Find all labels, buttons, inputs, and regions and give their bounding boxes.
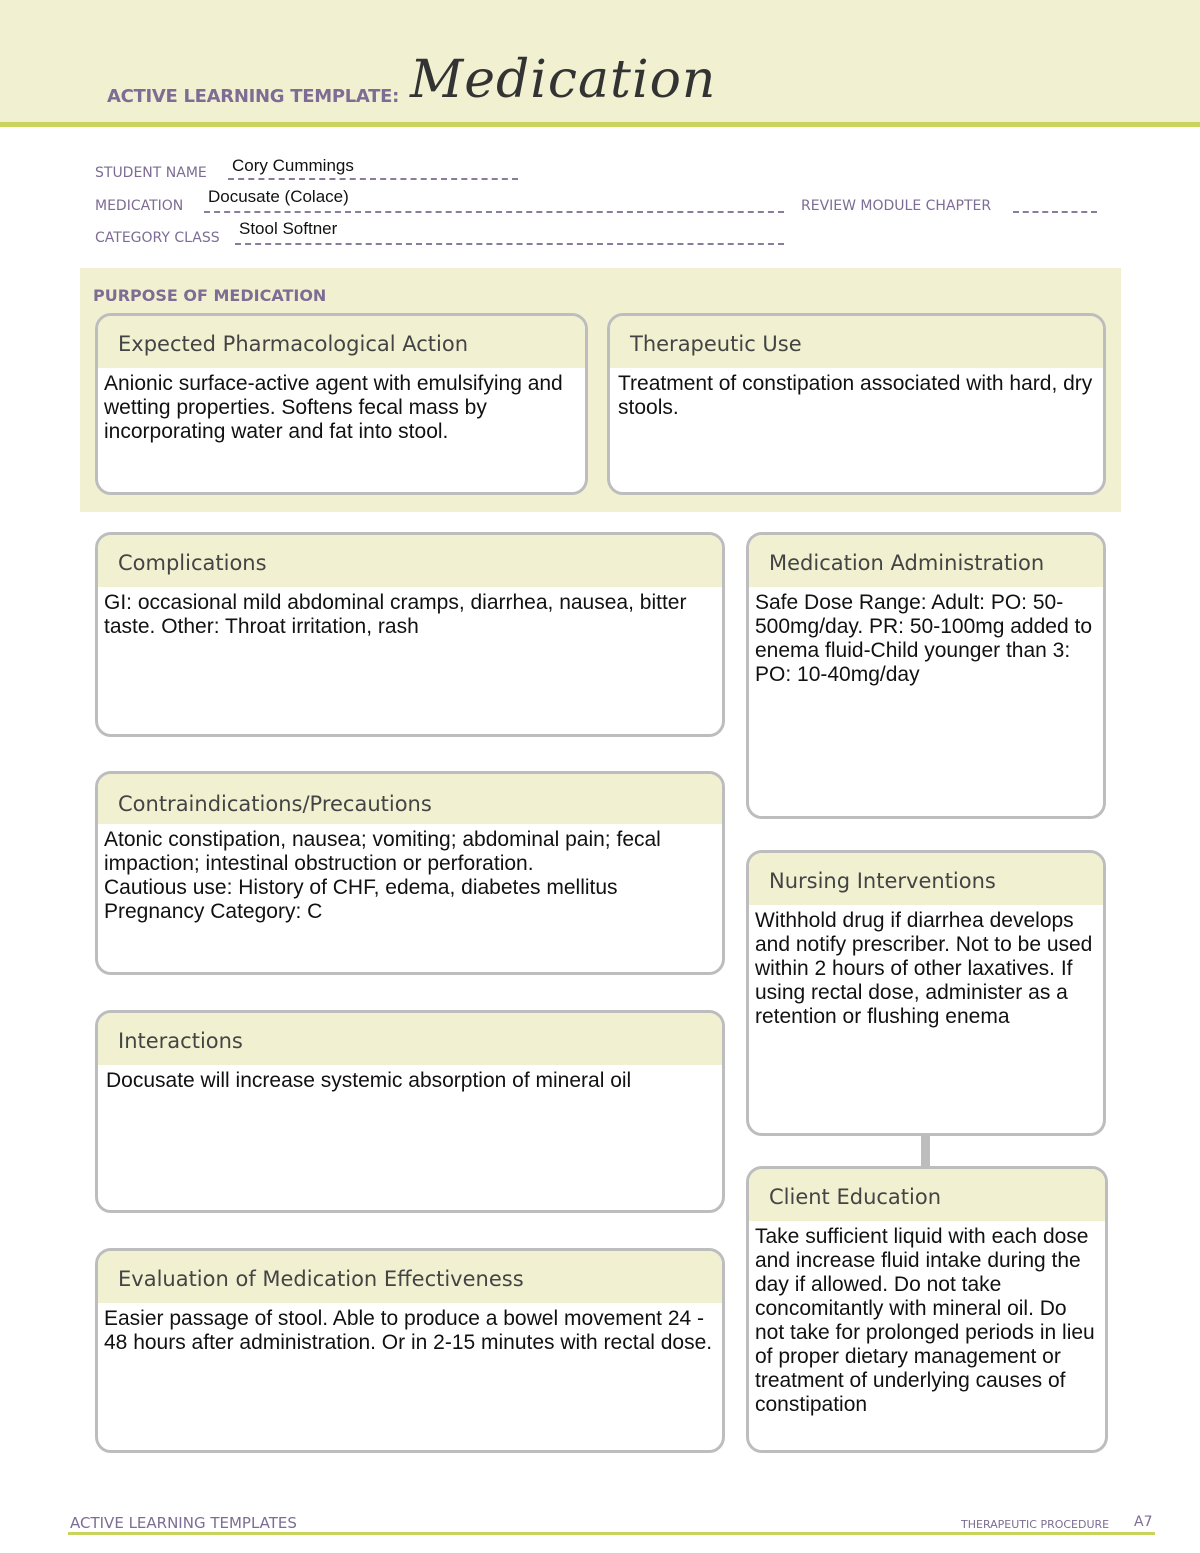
review-module-field[interactable] [1013, 211, 1097, 213]
header-rule [0, 122, 1200, 127]
evaluation-box [95, 1248, 725, 1453]
nursing-interventions-box [746, 850, 1106, 1136]
section-title: Expected Pharmacological Action [98, 316, 585, 368]
category-class-field[interactable]: Stool Softner [239, 219, 338, 238]
section-title: Complications [98, 535, 722, 587]
section-title: Nursing Interventions [749, 853, 1103, 905]
section-body[interactable]: Safe Dose Range: Adult: PO: 50-500mg/day. PR: 50-100mg added to enema fluid-Child younger than 3: PO: 10-40mg/day [755, 591, 1092, 686]
section-body[interactable]: Docusate will increase systemic absorption of mineral oil [106, 1069, 632, 1092]
expected-action-box [95, 313, 588, 495]
section-title: Evaluation of Medication Effectiveness [98, 1251, 722, 1303]
page-title: Medication [410, 50, 717, 110]
section-title: Therapeutic Use [610, 316, 1103, 368]
medication-label: MEDICATION [95, 198, 184, 214]
medication-line [204, 211, 784, 213]
student-name-field[interactable]: Cory Cummings [232, 156, 354, 175]
section-body[interactable]: Anionic surface-active agent with emulsifying and wetting properties. Softens fecal mass by incorporating water and fat into stool. [104, 372, 563, 443]
student-name-line [228, 178, 518, 180]
therapeutic-use-box [607, 313, 1106, 495]
section-body[interactable]: Treatment of constipation associated with hard, dry stools. [618, 372, 1093, 419]
category-class-label: CATEGORY CLASS [95, 230, 220, 246]
template-label: ACTIVE LEARNING TEMPLATE: [107, 86, 399, 107]
interactions-box [95, 1010, 725, 1213]
section-body[interactable]: Atonic constipation, nausea; vomiting; abdominal pain; fecal impaction; intestinal obstruction or perforation. Cautious use: History of CHF, edema, diabetes mellitus Pregnancy Category: C [104, 828, 661, 923]
section-title: Medication Administration [749, 535, 1103, 587]
section-title: Client Education [749, 1169, 1105, 1221]
footer-rule [68, 1532, 1155, 1535]
category-class-line [235, 243, 784, 245]
complications-box [95, 532, 725, 737]
client-education-box [746, 1166, 1108, 1453]
medication-field[interactable]: Docusate (Colace) [208, 187, 349, 206]
section-title: Interactions [98, 1013, 722, 1065]
purpose-title: PURPOSE OF MEDICATION [93, 286, 327, 305]
contraindications-box [95, 771, 725, 975]
section-body[interactable]: GI: occasional mild abdominal cramps, diarrhea, nausea, bitter taste. Other: Throat irritation, rash [104, 591, 687, 638]
footer-section: THERAPEUTIC PROCEDURE [961, 1518, 1110, 1531]
medication-administration-box [746, 532, 1106, 819]
page-number: A7 [1134, 1514, 1153, 1530]
section-body[interactable]: Withhold drug if diarrhea develops and notify prescriber. Not to be used within 2 hours of other laxatives. If using rectal dose, administer as a retention or flushing enema [755, 909, 1093, 1028]
section-body[interactable]: Easier passage of stool. Able to produce a bowel movement 24 - 48 hours after administration. Or in 2-15 minutes with rectal dose. [104, 1307, 713, 1354]
section-body[interactable]: Take sufficient liquid with each dose and increase fluid intake during the day if allowed. Do not take concomitantly with mineral oil. Do not take for prolonged periods in lieu of proper dietary management or treatment of underlying causes of constipation [755, 1225, 1095, 1416]
box-connector [921, 1135, 930, 1167]
section-title: Contraindications/Precautions [98, 774, 722, 824]
review-module-label: REVIEW MODULE CHAPTER [801, 198, 992, 214]
footer-left: ACTIVE LEARNING TEMPLATES [70, 1514, 297, 1532]
student-name-label: STUDENT NAME [95, 165, 207, 181]
